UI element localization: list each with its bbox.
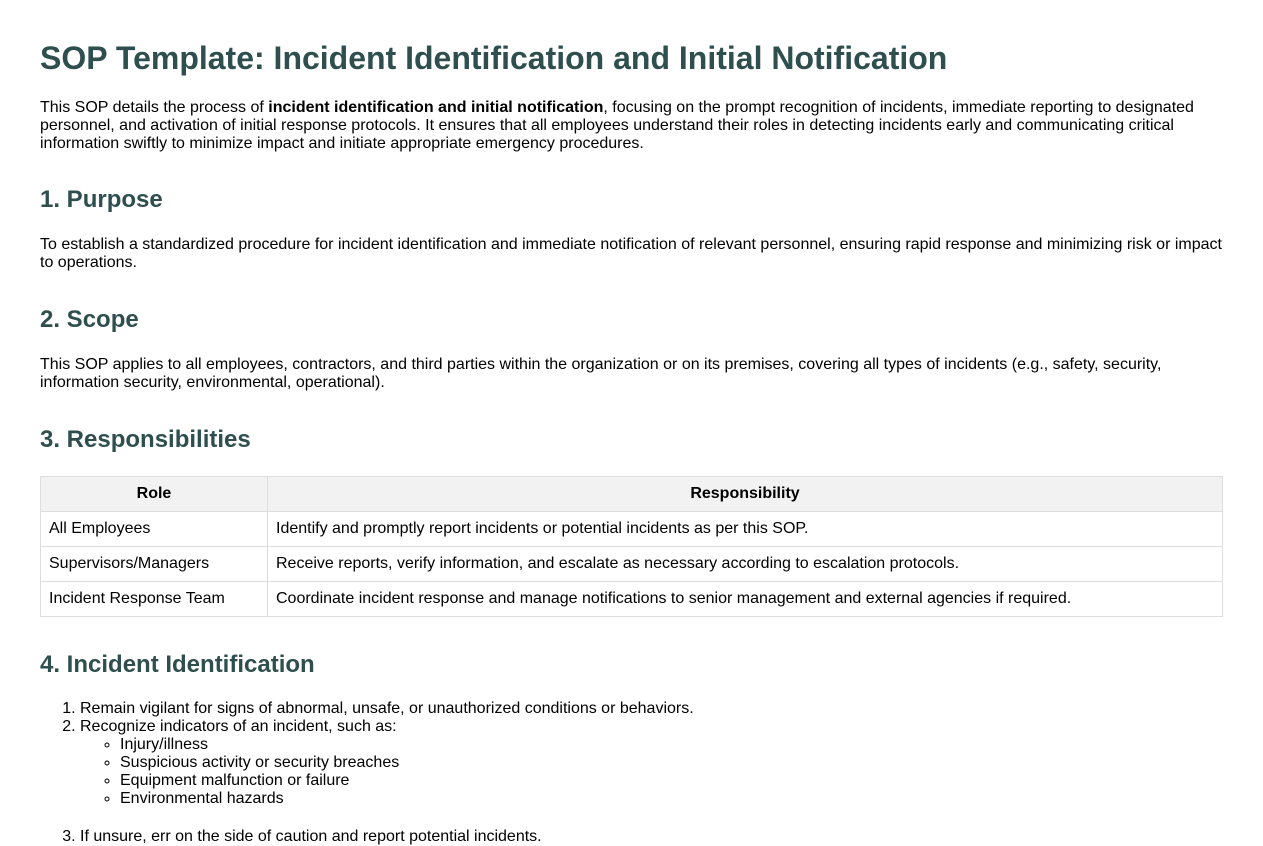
role-cell: All Employees bbox=[41, 512, 268, 547]
scope-text: This SOP applies to all employees, contractors, and third parties within the organization or on its premises, covering all types of incidents (e.g., safety, security, information security, environmental, operational). bbox=[40, 356, 1162, 391]
column-header-responsibility: Responsibility bbox=[268, 477, 1223, 512]
table-row bbox=[41, 582, 1223, 617]
intro-emphasis: incident identification and initial notification bbox=[268, 99, 604, 116]
indicator-item: ◦ Environmental hazards bbox=[120, 790, 1223, 808]
page-title: SOP Template: Incident Identification and Initial Notification bbox=[40, 40, 948, 76]
indicator-item: ◦ Equipment malfunction or failure bbox=[120, 772, 1223, 790]
table-row bbox=[41, 547, 1223, 582]
table-header-row bbox=[41, 477, 1223, 512]
list-item bbox=[80, 828, 1223, 846]
scope-heading: 2. Scope bbox=[40, 306, 139, 333]
column-header-role: Role bbox=[41, 477, 268, 512]
table-row bbox=[41, 512, 1223, 547]
responsibilities-heading: 3. Responsibilities bbox=[40, 426, 251, 453]
role-cell: Incident Response Team bbox=[41, 582, 268, 617]
indicator-item: ◦ Suspicious activity or security breaches bbox=[120, 754, 1223, 772]
step-text: Recognize indicators of an incident, such as: bbox=[80, 718, 397, 735]
responsibility-cell: Identify and promptly report incidents or potential incidents as per this SOP. bbox=[268, 512, 1223, 547]
step-text: Remain vigilant for signs of abnormal, unsafe, or unauthorized conditions or behaviors. bbox=[80, 700, 694, 717]
list-item bbox=[80, 700, 1223, 718]
responsibility-cell: Receive reports, verify information, and escalate as necessary according to escalation protocols. bbox=[268, 547, 1223, 582]
incident-indicators-list bbox=[80, 736, 1223, 808]
responsibility-cell: Coordinate incident response and manage notifications to senior management and external agencies if required. bbox=[268, 582, 1223, 617]
list-item bbox=[80, 718, 1223, 808]
identification-steps bbox=[40, 700, 1223, 846]
role-cell: Supervisors/Managers bbox=[41, 547, 268, 582]
responsibilities-table bbox=[40, 476, 1223, 617]
intro-prefix: This SOP details the process of bbox=[40, 99, 269, 116]
intro-paragraph bbox=[40, 99, 1223, 153]
identification-heading: 4. Incident Identification bbox=[40, 651, 315, 678]
indicator-item: ◦ Injury/illness bbox=[120, 736, 1223, 754]
purpose-heading: 1. Purpose bbox=[40, 186, 163, 213]
step-text: If unsure, err on the side of caution and report potential incidents. bbox=[80, 828, 542, 845]
intro-suffix: , focusing on the prompt recognition of incidents, immediate reporting to designated personnel, and activation of initial response protocols. It ensures that all employees understand their roles in detecting incidents early and communicating critical information swiftly to minimize impact and initiate appropriate emergency procedures. bbox=[40, 99, 1194, 152]
purpose-text: To establish a standardized procedure for incident identification and immediate notification of relevant personnel, ensuring rapid response and minimizing risk or impact to operations. bbox=[40, 236, 1222, 271]
